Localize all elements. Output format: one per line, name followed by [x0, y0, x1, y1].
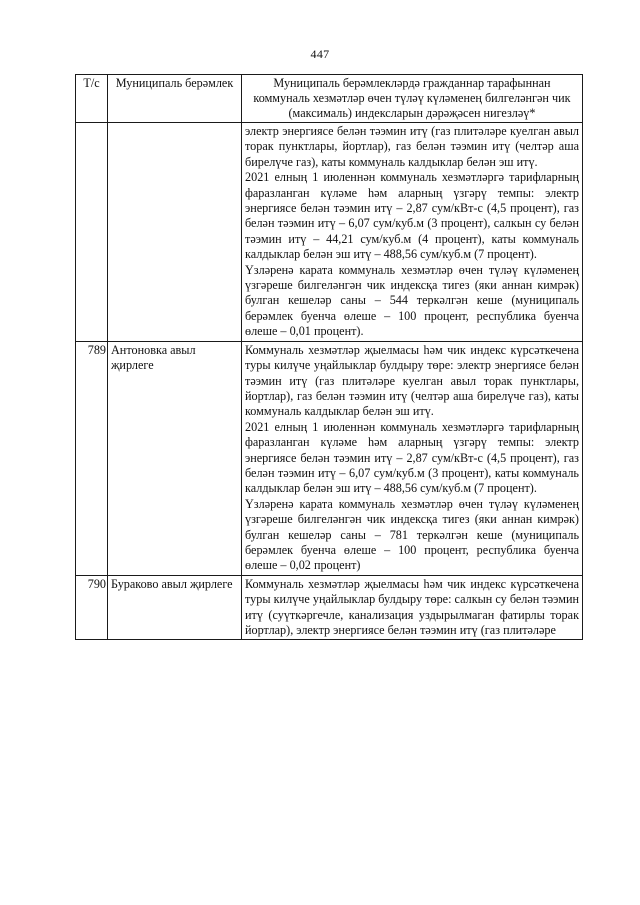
header-municipality: Муниципаль берәмлек — [108, 75, 242, 123]
header-description: Муниципаль берәмлекләрдә гражданнар тарафыннан коммуналь хезмәтләр өчен түләү күләменең билгеләнгән чик (максималь) индексларын дәрәҗәсен нигезләү* — [242, 75, 583, 123]
row-paragraph: 2021 елның 1 июленнән коммуналь хезмәтләргә тарифларның фаразланган күләме һәм аларның үзгәрү темпы: электр энергиясе белән тәэмин итү – 2,87 сум/кВт-с (4,5 процент), газ белән тәэмин итү – 6,07 сум/куб.м (3 процент), салкын су белән тәэмин итү – 44,21 сум/куб.м (4 процент), каты коммуналь калдыклар белән эш итү – 488,56 сум/куб.м (7 процент). — [245, 170, 579, 262]
row-paragraph: 2021 елның 1 июленнән коммуналь хезмәтләргә тарифларның фаразланган күләме һәм аларның үзгәрү темпы: электр энергиясе белән тәэмин итү – 2,87 сум/кВт-с (4,5 процент), газ белән тәэмин итү – 6,07 сум/куб.м (3 процент), каты коммуналь калдыклар белән эш итү – 488,56 сум/куб.м (7 процент). — [245, 419, 579, 496]
row-description — [242, 341, 583, 575]
page-number: 447 — [310, 47, 330, 61]
row-paragraph: электр энергиясе белән тәэмин итү (газ плитәләре куелган авыл торак пунктлары, йортлар), газ белән тәэмин итү (челтәр аша бирелүче газ), каты коммуналь калдыклар белән эш итү. — [245, 124, 579, 169]
row-paragraph: Үзләренә карата коммуналь хезмәтләр өчен түләү күләменең үзгәреше билгеләнгән чик индексқа тигез (яки аннан кимрәк) булган кешеләр саны – 781 теркәлгән кеше (муниципаль берәмлек буенча өлеше – 100 процент, республика буенча өлеше – 0,02 процент) — [245, 496, 579, 573]
row-number: 789 — [76, 341, 108, 575]
tariff-index-table — [75, 74, 583, 640]
header-number: Т/с — [76, 75, 108, 123]
row-number: 790 — [76, 575, 108, 640]
row-description — [242, 575, 583, 640]
row-municipality: Антоновка авыл җирлеге — [108, 341, 242, 575]
table-header-row — [76, 75, 583, 123]
row-paragraph: Коммуналь хезмәтләр җыелмасы һәм чик индекс күрсәткечена туры килүче уңайлыклар булдыру төре: салкын су белән тәэмин итү (суүткәргечле, канализация уздырылмаган фатирлы торак йортлар), электр энергиясе белән тәэмин итү (газ плитәләре — [245, 576, 579, 637]
table-row — [76, 341, 583, 575]
row-paragraph: Үзләренә карата коммуналь хезмәтләр өчен түләү күләменең үзгәреше билгеләнгән чик индексқа тигез (яки аннан кимрәк) булган кешеләр саны – 544 теркәлгән кеше (муниципаль берәмлек буенча өлеше – 100 процент, республика буенча өлеше – 0,01 процент). — [245, 262, 579, 339]
table-row — [76, 123, 583, 342]
row-municipality — [108, 123, 242, 342]
row-description — [242, 123, 583, 342]
row-municipality: Бураково авыл җирлеге — [108, 575, 242, 640]
table-row — [76, 575, 583, 640]
row-paragraph: Коммуналь хезмәтләр җыелмасы һәм чик индекс күрсәткечена туры килүче уңайлыклар булдыру төре: электр энергиясе белән тәэмин итү (газ плитәләре куелган авыл торак пунктлары, йортлар), газ белән тәэмин итү (челтәр аша бирелүче газ), каты коммуналь калдыклар белән эш итү. — [245, 342, 579, 419]
row-number — [76, 123, 108, 342]
